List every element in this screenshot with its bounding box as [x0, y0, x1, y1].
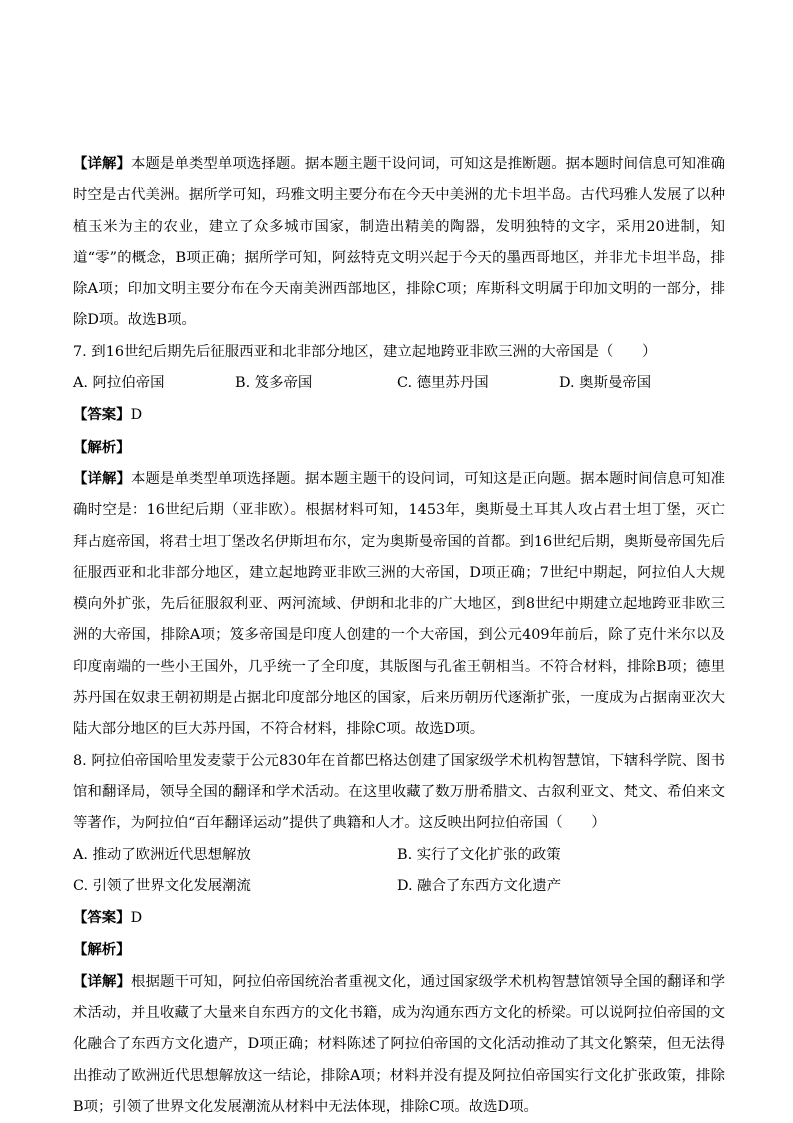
- question-7-answer: [73, 399, 725, 431]
- detail-text: 根据题干可知，阿拉伯帝国统治者重视文化，通过国家级学术机构智慧馆领导全国的翻译和学术活动，并且收藏了大量来自东西方的文化书籍，成为沟通东西方文化的桥梁。可以说阿拉伯帝国的文化融合了东西方文化遗产，D项正确；材料陈述了阿拉伯帝国的文化活动推动了其文化繁荣，但无法得出推动了欧洲近代思想解放这一结论，排除A项；材料并没有提及阿拉伯帝国实行文化扩张政策，排除B项；引领了世界文化发展潮流从材料中无法体现，排除C项。故选D项。: [73, 973, 725, 1115]
- answer-value: D: [130, 910, 143, 927]
- detail-text: 本题是单类型单项选择题。据本题主题干设问词，可知这是推断题。据本题时间信息可知准确时空是古代美洲。据所学可知，玛雅文明主要分布在今天中美洲的尤卡坦半岛。古代玛雅人发展了以种植玉米为主的农业，建立了众多城市国家，制造出精美的陶器，发明独特的文字，采用20进制，知道“零”的概念，B项正确；据所学可知，阿兹特克文明兴起于今天的墨西哥地区，并非尤卡坦半岛，排除A项；印加文明主要分布在今天南美洲西部地区，排除C项；库斯科文明属于印加文明的一部分，排除D项。故选B项。: [73, 156, 725, 329]
- question-8-detail: [73, 966, 725, 1123]
- question-8-options-row-1: [73, 840, 725, 871]
- q8-option-a: A. 推动了欧洲近代思想解放: [73, 846, 251, 863]
- q8-option-c: C. 引领了世界文化发展潮流: [73, 877, 251, 894]
- answer-label: 【答案】: [73, 406, 131, 424]
- question-8-analysis-label: 【解析】: [73, 941, 131, 959]
- detail-label: 【详解】: [73, 972, 131, 990]
- question-7-detail: [73, 463, 725, 746]
- question-7-stem: 7. 到16世纪后期先后征服西亚和北非部分地区，建立起地跨亚非欧三洲的大帝国是（ ）: [73, 343, 657, 360]
- question-8-answer: [73, 902, 725, 934]
- question-8-stem: 8. 阿拉伯帝国哈里发麦蒙于公元830年在首都巴格达创建了国家级学术机构智慧馆，下辖科学院、图书馆和翻译局，领导全国的翻译和学术活动。在这里收藏了数万册希腊文、古叙利亚文、梵文、希伯来文等著作，为阿拉伯“百年翻译运动”提供了典籍和人才。这反映出阿拉伯帝国（ ）: [73, 752, 725, 832]
- q7-option-a: A. 阿拉伯帝国: [73, 375, 165, 392]
- document-page: [73, 148, 725, 1123]
- q7-option-c: C. 德里苏丹国: [397, 375, 489, 392]
- q7-option-d: D. 奥斯曼帝国: [559, 375, 652, 392]
- q8-option-d: D. 融合了东西方文化遗产: [397, 877, 562, 894]
- q7-option-b: B. 笈多帝国: [235, 375, 313, 392]
- detail-text: 本题是单类型单项选择题。据本题主题干的设问词，可知这是正向题。据本题时间信息可知准确时空是：16世纪后期（亚非欧）。根据材料可知，1453年，奥斯曼土耳其人攻占君士坦丁堡，灭亡拜占庭帝国，将君士坦丁堡改名伊斯坦布尔，定为奥斯曼帝国的首都。到16世纪后期，奥斯曼帝国先后征服西亚和北非部分地区，建立起地跨亚非欧三洲的大帝国，D项正确；7世纪中期起，阿拉伯人大规模向外扩张，先后征服叙利亚、两河流域、伊朗和北非的广大地区，到8世纪中期建立起地跨亚非欧三洲的大帝国，排除A项；笈多帝国是印度人创建的一个大帝国，到公元409年前后，除了克什米尔以及印度南端的一些小王国外，几乎统一了全印度，其版图与孔雀王朝相当。不符合材料，排除B项；德里苏丹国在奴隶王朝初期是占据北印度部分地区的国家，后来历朝历代逐渐扩张，一度成为占据南亚次大陆大部分地区的巨大苏丹国，不符合材料，排除C项。故选D项。: [73, 470, 725, 738]
- q8-option-b: B. 实行了文化扩张的政策: [397, 846, 561, 863]
- detail-label: 【详解】: [73, 155, 131, 172]
- question-7-analysis-label: 【解析】: [73, 438, 131, 456]
- prev-question-detail: [73, 148, 725, 337]
- question-8-options-row-2: [73, 871, 725, 902]
- question-7-options: [73, 368, 725, 399]
- answer-label: 【答案】: [73, 909, 131, 927]
- answer-value: D: [130, 407, 143, 424]
- detail-label: 【详解】: [73, 469, 131, 487]
